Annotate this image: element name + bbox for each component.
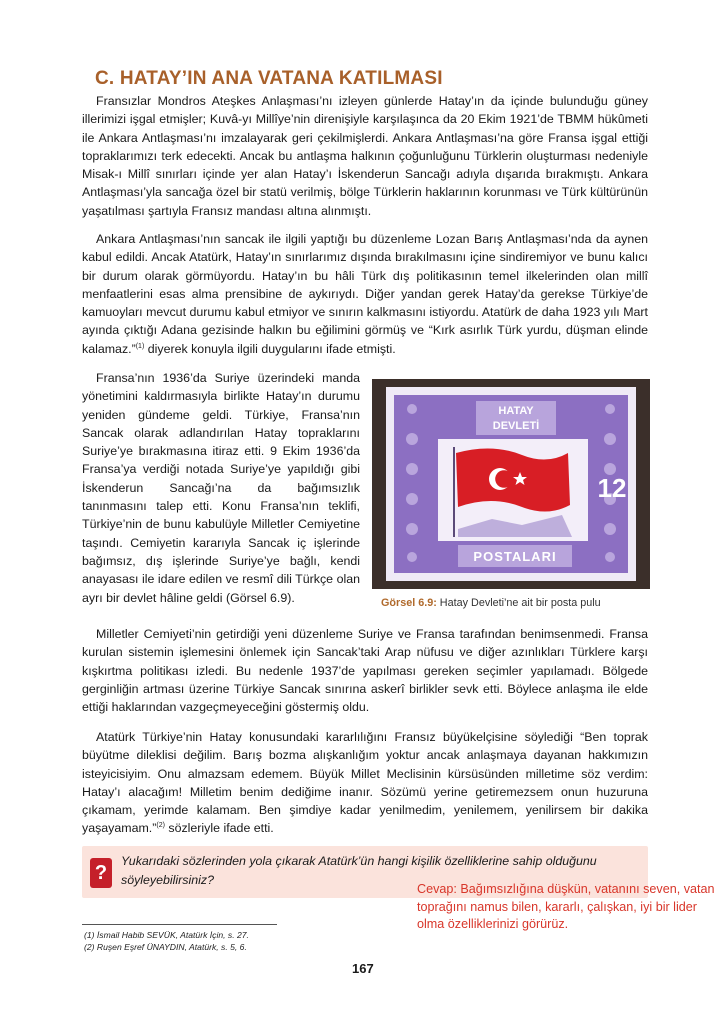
paragraph-2-text: Ankara Antlaşması’nın sancak ile ilgili yaptığı bu düzenleme Lozan Barış Antlaşması’nda da aynen kabul edildi. Ancak Atatürk, Hatay’ın sınırlarımız dışında bırakılmasını içine sindiremiyor ve bunu kalıcı bir durum olarak görmüyordu. Hatay’ın bu hâli Türk dış politikasının temel ilkelerinden olan millî menfaatlerini esas alma prensibine de aykırıydı. Diğer yandan gerek Hatay’da gerekse Türkiye’de kamuoyları mevcut durumu kabul etmiyor ve sınırın kalkmasını istiyordu. Atatürk de daha 1923 yılı Mart ayında çıktığı Adana gezisinde halkın bu eğilimini görmüş ve “Kırk asırlık Türk yurdu, düşman elinde kalamaz.” bbox=[82, 232, 648, 356]
paragraph-4: Milletler Cemiyeti’nin getirdiği yeni düzenleme Suriye ve Fransa tarafından benimsenmedi. Fransa kurulan sistemin işlemesini önlemek için Sancak’taki Arap nüfusu ve diğer azınlıkları Türklere karşı kışkırtma politikası izledi. Bu nedenle 1937’de yapılması gereken seçimler yapılamadı. Bölgede gerginliğin artması üzerine Türkiye Sancak sınırına askerî birlikler sevk etti. Böylece anlaşma ile elde ettiği haklarından vazgeçmeyeceğini göstermiş oldu. bbox=[82, 627, 648, 715]
footnote-ref-2: (2) bbox=[156, 822, 165, 830]
question-text: Yukarıdaki sözlerinden yola çıkarak Atatürk’ün hangi kişilik özelliklerine sahip olduğunu söyleyebilirsiniz? bbox=[121, 854, 597, 887]
stamp-illustration bbox=[372, 379, 650, 589]
handwritten-answer: Cevap: Bağımsızlığına düşkün, vatanını seven, vatan toprağını namus bilen, kararlı, çalışkan, iyi bir lider olma özelliklerinizi görürüz. bbox=[417, 882, 715, 932]
question-mark-icon: ? bbox=[90, 858, 112, 888]
section-heading: C. HATAY’IN ANA VATANA KATILMASI bbox=[95, 68, 443, 89]
stamp-value: 12 bbox=[597, 473, 627, 503]
paragraph-5-end: sözleriyle ifade etti. bbox=[164, 821, 274, 836]
stamp-bottom-text: POSTALARI bbox=[473, 549, 557, 564]
page-number: 167 bbox=[352, 961, 374, 976]
caption-text: Hatay Devleti’ne ait bir posta pulu bbox=[436, 597, 601, 609]
paragraph-2 bbox=[82, 230, 648, 358]
footnote-1: (1) İsmail Habib SEVÜK, Atatürk İçin, s. 27. bbox=[84, 930, 249, 940]
paragraph-5-text: Atatürk Türkiye’nin Hatay konusundaki kararlılığını Fransız büyükelçisine söylediği “Ben toprak büyütme dileklisi değilim. Barış bozma alışkanlığım yoktur ancak anlaşmaya dayanan hakkımızın isteyicisiyim. Onu almazsam edemem. Büyük Millet Meclisinin kürsüsünden milletime söz verdim: Hatay’ı alacağım! Milletim benim dediğime inanır. Sözümü yerine getiremezsem onun huzuruna çıkamam, yerimde kalamam. Ben şimdiye kadar yenilmedim, yenilemem, yenilirsem bir dakika yaşayamam.” bbox=[82, 730, 648, 836]
stamp-title-line-2: DEVLETİ bbox=[492, 420, 540, 432]
paragraph-3: Fransa’nın 1936’da Suriye üzerindeki manda yönetimini kaldırmasıyla birlikte Hatay’ın durumu yeniden gündeme geldi. Türkiye, Fransa’nın Sancak olarak adlandırılan Hatay topraklarını Suriye’ye bırakmasına itiraz etti. 9 Ekim 1936’da Fransa’ya verdiği notada Suriye’ye yapıldığı gibi İskenderun Sancağı’na da bağımsızlık tanınmasını talep etti. Konu Fransa’nın teklifi, Türkiye’nin de bunu kabulüyle Milletler Cemiyetine taşındı. Cemiyetin kararıyla Sancak iç işlerinde bağımsız, dış işlerinde Suriye’ye bağlı, kendi anayasası ile idare edilen ve resmî dili Türkçe olan ayrı bir devlet hâline geldi (Görsel 6.9). bbox=[82, 371, 360, 605]
footnote-2: (2) Ruşen Eşref ÜNAYDIN, Atatürk, s. 5, 6. bbox=[84, 942, 247, 952]
stamp-title-line-1: HATAY bbox=[498, 405, 534, 417]
footnote-divider bbox=[82, 924, 277, 925]
stamp-photo bbox=[372, 379, 650, 589]
caption-label: Görsel 6.9: bbox=[381, 597, 437, 609]
paragraph-1: Fransızlar Mondros Ateşkes Anlaşması’nı izleyen günlerde Hatay’ın da içinde bulunduğu güney illerimizi işgal etmişler; Kuvâ-yı Millîye’nin direnişiyle karşılaşınca da 20 Ekim 1921’de TBMM hükûmeti ile Ankara Antlaşması’nı imzalayarak geri çekilmişlerdi. Ankara Antlaşması’na göre Fransa işgal ettiği topraklarımızı terk edecekti. Ancak bu antlaşma halkının çoğunluğunu Türklerin oluşturması nedeniyle Misak-ı Millî sınırları içinde yer alan Hatay’ı İskenderun Sancağı adıyla dışarıda bırakmıştı. Ankara Antlaşması’yla sancağa özel bir statü verilmiş, bölge Türklerin haklarının korunması ve Türk kültürünün yaşatılması şartıyla Fransız mandası altına alınmıştı. bbox=[82, 94, 648, 218]
paragraph-2-end: diyerek konuyla ilgili duygularını ifade etmişti. bbox=[144, 341, 396, 356]
footnote-ref-1: (1) bbox=[135, 342, 145, 350]
paragraph-5 bbox=[82, 728, 648, 838]
figure-caption bbox=[381, 597, 601, 609]
